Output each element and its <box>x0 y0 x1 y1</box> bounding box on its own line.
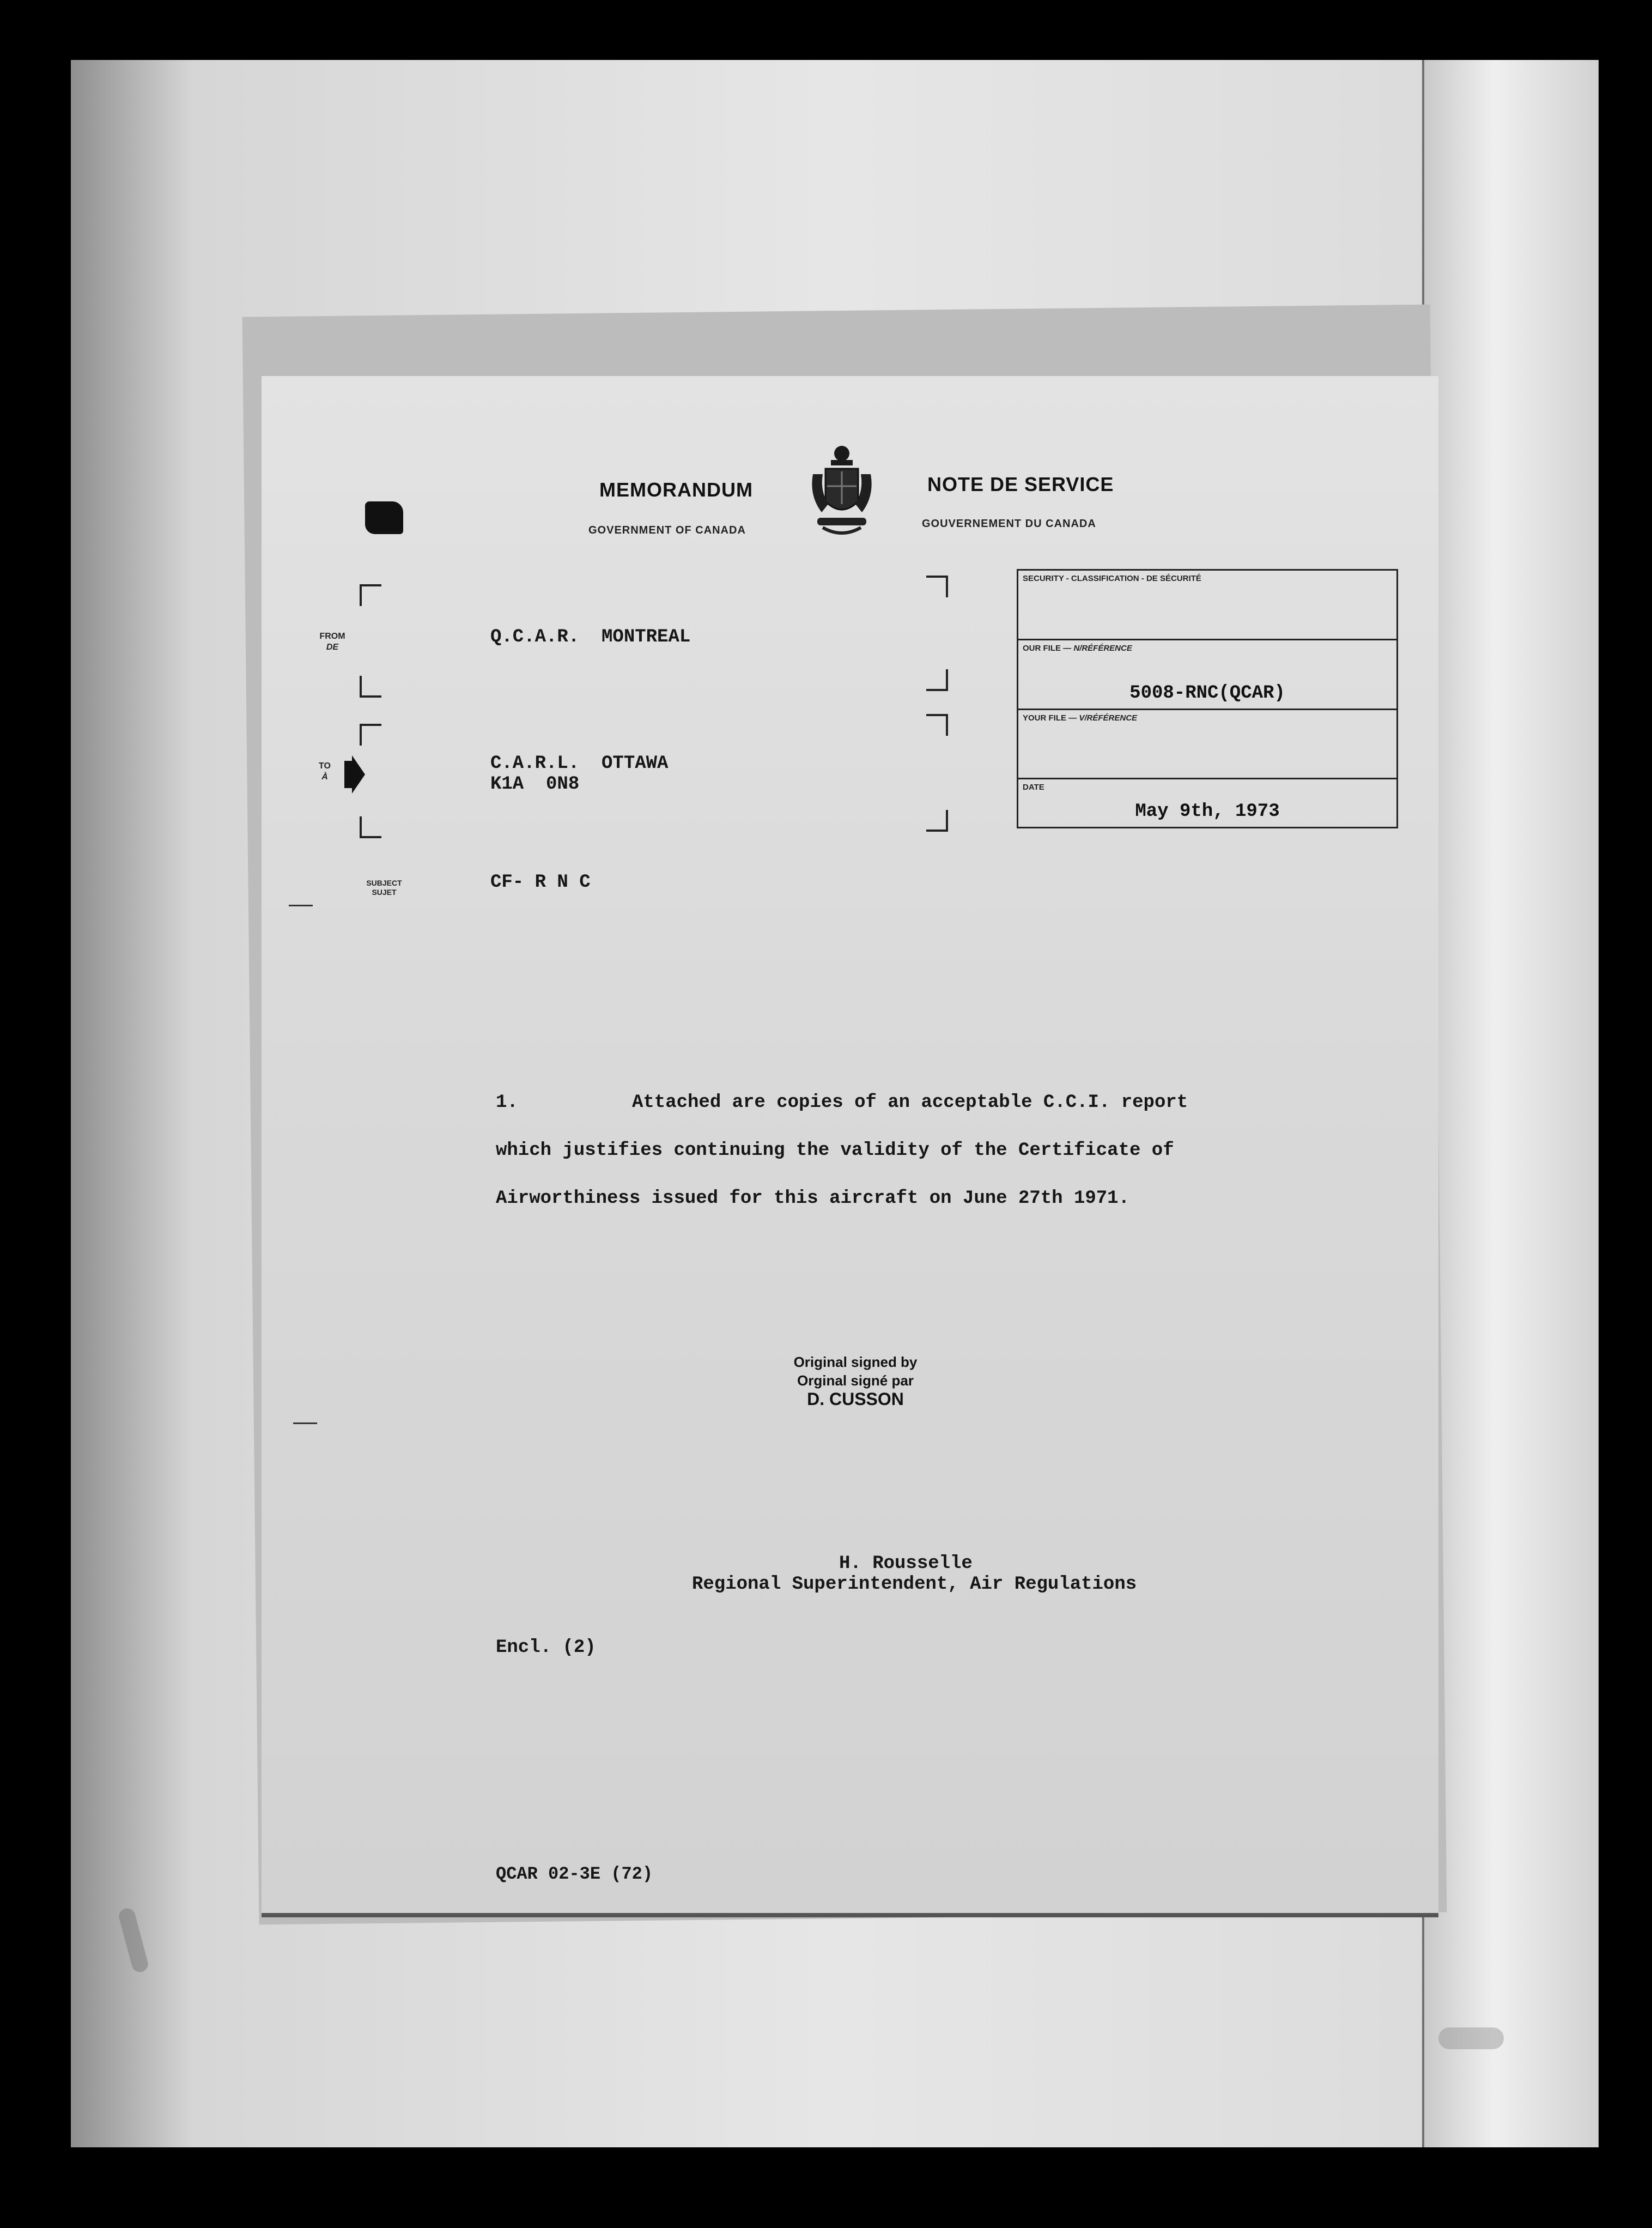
from-bracket-br <box>926 669 948 691</box>
from-label <box>311 631 354 653</box>
to-bracket-br <box>926 810 948 832</box>
arrow-right-icon <box>342 755 366 794</box>
signatory-name: H. Rousselle <box>839 1553 973 1574</box>
your-file-label-fr: V/RÉFÉRENCE <box>1079 713 1138 723</box>
subject-label-fr: SUJET <box>372 888 397 897</box>
from-label-en: FROM <box>319 632 345 641</box>
date-label: DATE <box>1023 783 1044 792</box>
to-bracket-tr <box>926 714 948 736</box>
from-value: Q.C.A.R. MONTREAL <box>490 627 691 647</box>
from-bracket-bl <box>360 676 381 698</box>
your-file-label-en: YOUR FILE — <box>1023 713 1077 723</box>
gov-fr: GOUVERNEMENT DU CANADA <box>922 518 1096 530</box>
from-bracket-tl <box>360 584 381 606</box>
your-file-label <box>1023 713 1137 723</box>
from-bracket-tr <box>926 576 948 597</box>
signature-stamp <box>752 1353 959 1408</box>
margin-tick <box>293 1422 317 1424</box>
our-file-row <box>1018 640 1396 710</box>
subject-value: CF- R N C <box>490 872 591 893</box>
to-bracket-bl <box>360 816 381 838</box>
form-number: QCAR 02-3E (72) <box>496 1864 653 1884</box>
staple-mark <box>365 501 403 534</box>
body-line-2: which justifies continuing the validity of the Certificate of <box>496 1140 1174 1161</box>
subject-label <box>354 879 414 897</box>
date-value: May 9th, 1973 <box>1135 801 1280 822</box>
stamp-line-1: Original signed by <box>793 1354 918 1370</box>
stamp-line-2: Orginal signé par <box>797 1372 914 1389</box>
security-row <box>1018 571 1396 640</box>
stamp-name: D. CUSSON <box>807 1389 904 1409</box>
security-label: SECURITY - CLASSIFICATION - DE SÉCURITÉ <box>1023 574 1201 583</box>
body-line-3: Airworthiness issued for this aircraft on June 27th 1971. <box>496 1188 1129 1209</box>
to-bracket-tl <box>360 724 381 746</box>
to-label <box>308 761 341 783</box>
our-file-value: 5008-RNC(QCAR) <box>1129 683 1285 704</box>
film-smudge <box>1438 2027 1504 2049</box>
to-line1: C.A.R.L. OTTAWA <box>490 753 669 774</box>
our-file-label-fr: N/RÉFÉRENCE <box>1073 644 1132 653</box>
our-file-label <box>1023 644 1132 653</box>
gov-en: GOVERNMENT OF CANADA <box>588 524 746 536</box>
para-number: 1. <box>496 1092 518 1113</box>
your-file-row <box>1018 710 1396 779</box>
margin-tick <box>289 905 313 906</box>
body-line-1: Attached are copies of an acceptable C.C.I. report <box>632 1092 1188 1113</box>
signatory-title: Regional Superintendent, Air Regulations <box>692 1574 1137 1595</box>
to-line2: K1A 0N8 <box>490 774 580 795</box>
coat-of-arms-icon <box>806 441 877 540</box>
to-label-fr: À <box>321 772 328 782</box>
info-box <box>1017 569 1398 828</box>
enclosure: Encl. (2) <box>496 1637 596 1658</box>
memo-title-en: MEMORANDUM <box>599 479 753 501</box>
our-file-label-en: OUR FILE — <box>1023 644 1072 653</box>
subject-label-en: SUBJECT <box>366 879 402 887</box>
memo-title-fr: NOTE DE SERVICE <box>927 473 1114 495</box>
to-label-en: TO <box>319 761 331 771</box>
date-row <box>1018 779 1396 825</box>
backing-sheet-edge <box>1422 60 1599 2147</box>
from-label-fr: DE <box>326 643 339 652</box>
